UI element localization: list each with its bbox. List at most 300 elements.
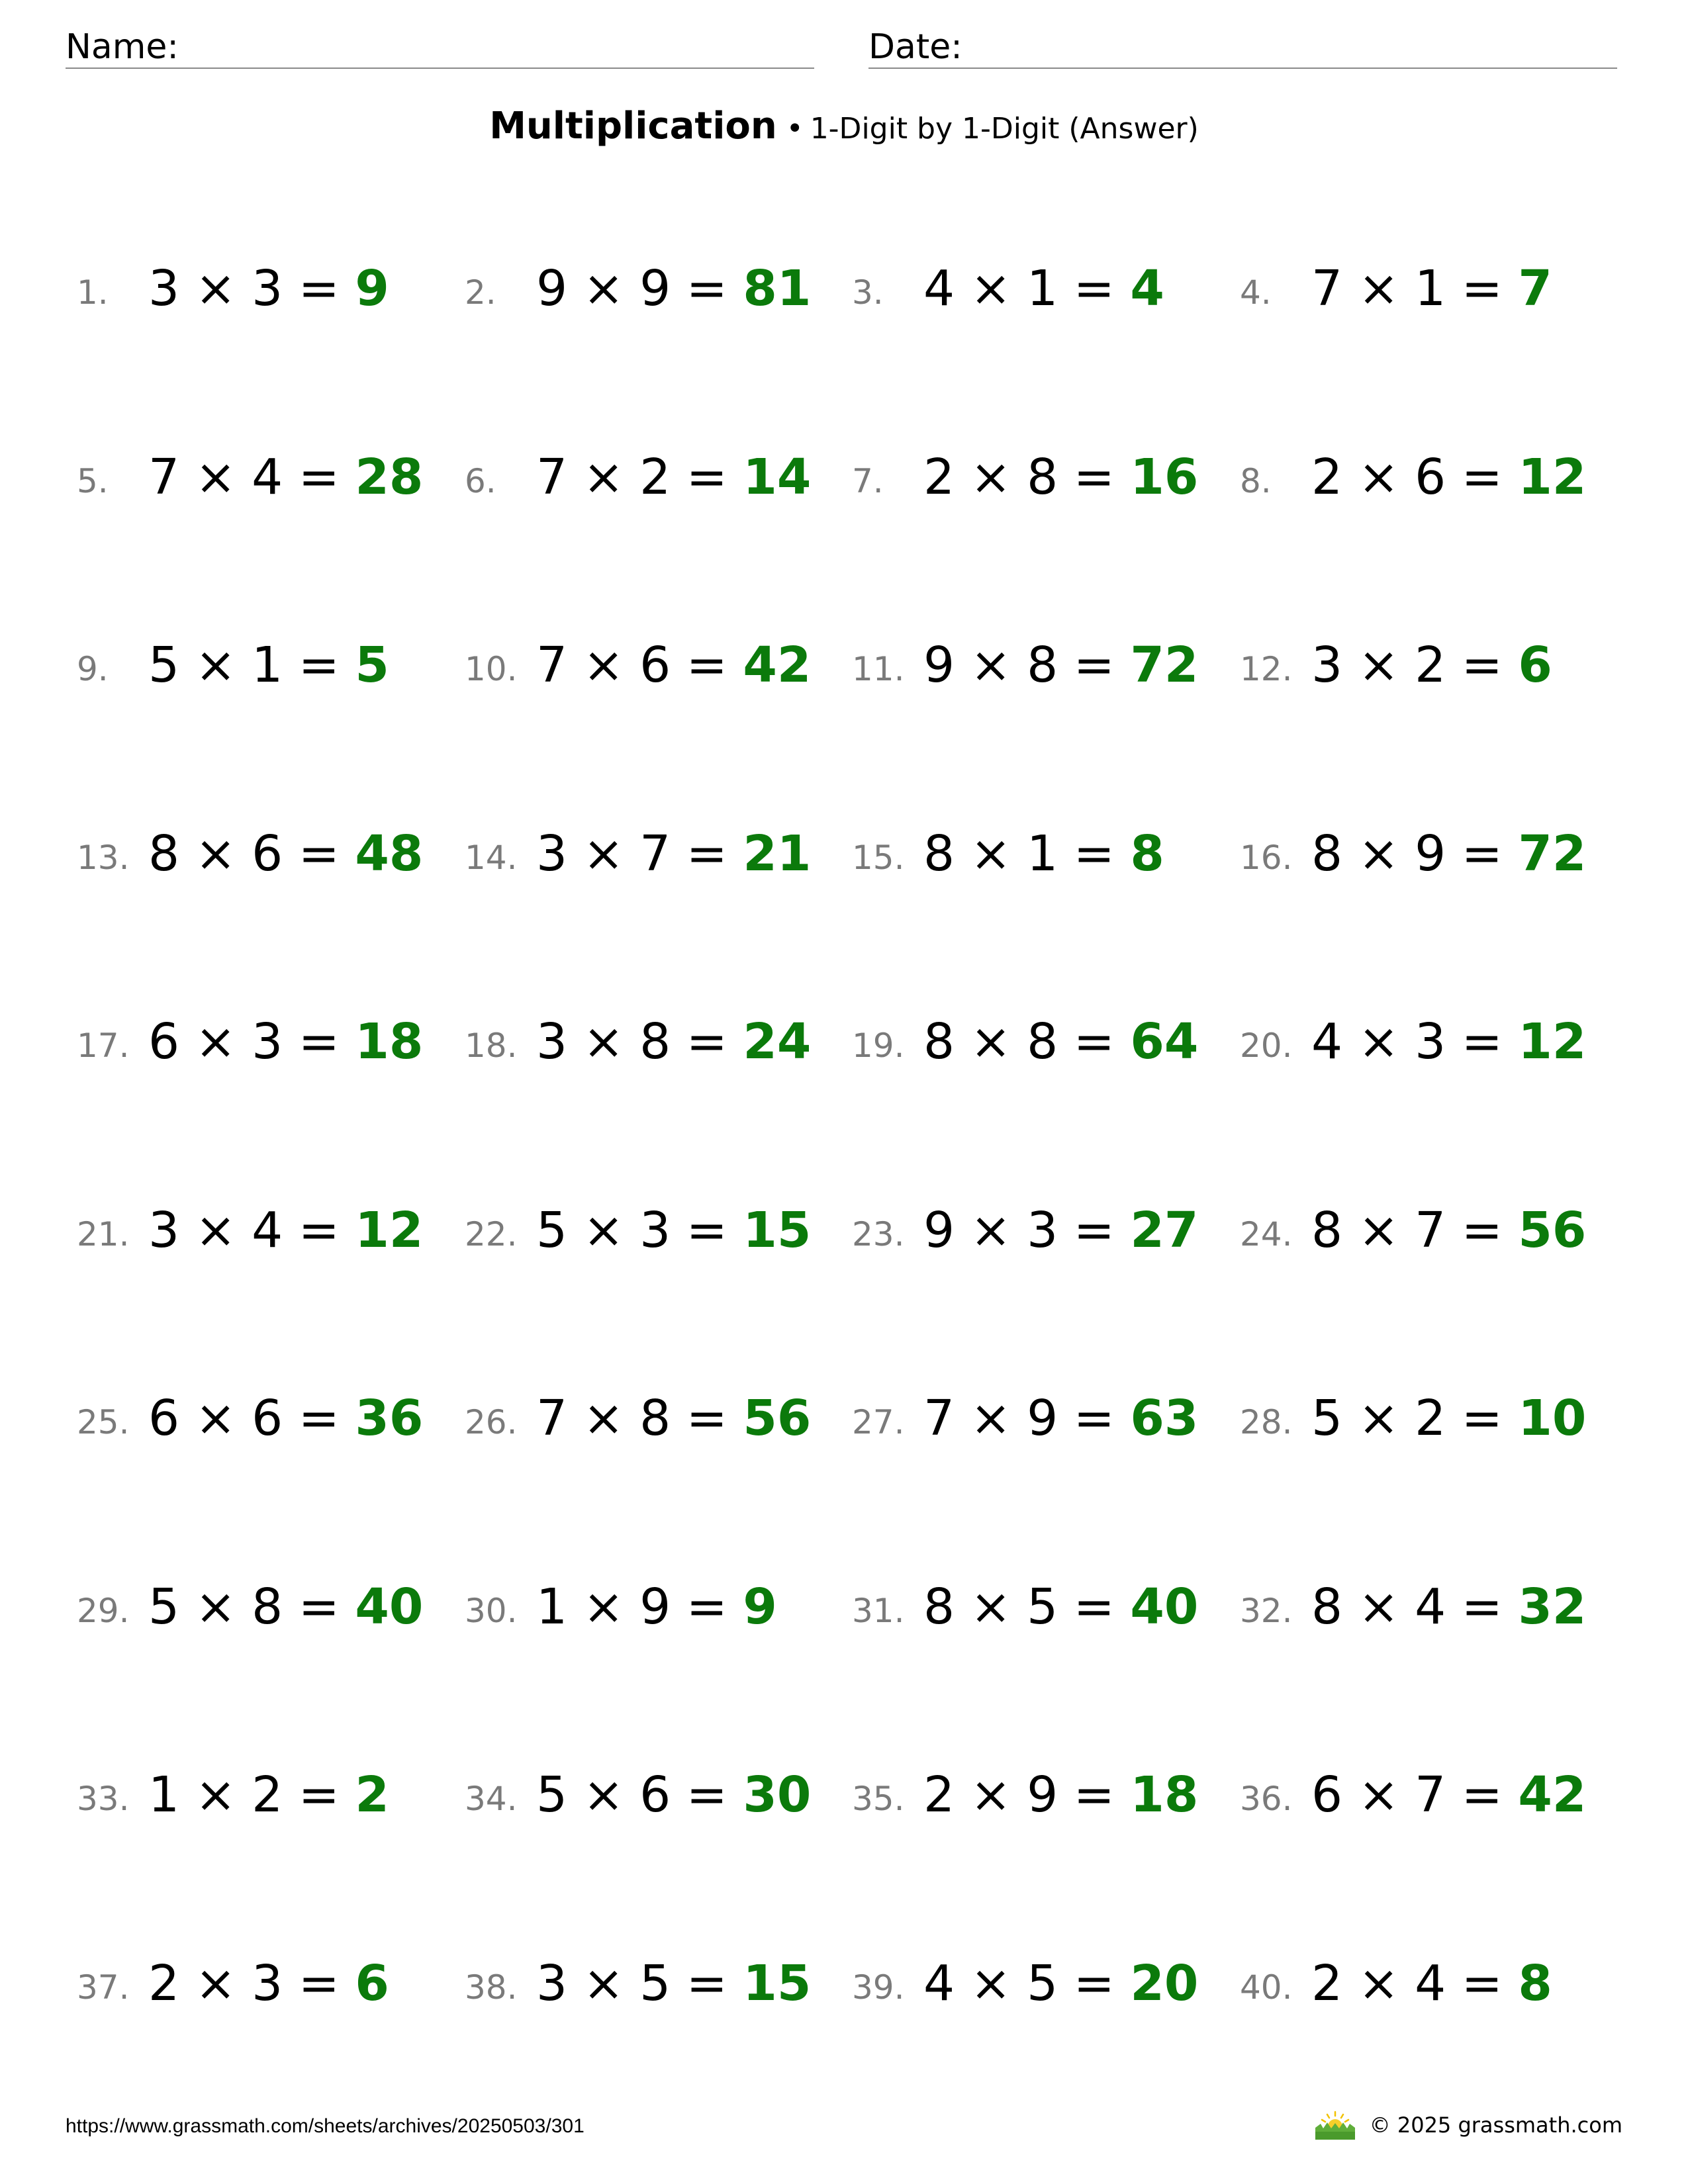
footer-url: https://www.grassmath.com/sheets/archives/20250503/301 bbox=[66, 2115, 585, 2137]
answer: 16 bbox=[1130, 448, 1199, 506]
answer: 72 bbox=[1130, 637, 1199, 694]
times-sign: × bbox=[195, 1013, 236, 1070]
problem-item bbox=[1240, 1580, 1611, 1639]
operand-a: 7 bbox=[1311, 260, 1343, 317]
problem-number: 21. bbox=[77, 1214, 130, 1253]
problem-number: 29. bbox=[77, 1591, 130, 1630]
problem-expression bbox=[923, 1955, 1198, 2012]
operand-b: 2 bbox=[252, 1766, 283, 1823]
operand-a: 4 bbox=[1311, 1013, 1343, 1070]
operand-a: 6 bbox=[148, 1390, 180, 1447]
operand-a: 3 bbox=[148, 260, 180, 317]
operand-a: 2 bbox=[923, 1766, 955, 1823]
problem-number: 38. bbox=[465, 1968, 518, 2007]
answer: 15 bbox=[743, 1954, 812, 2012]
problem-item bbox=[852, 827, 1223, 886]
problem-expression bbox=[1311, 1013, 1586, 1070]
answer: 30 bbox=[743, 1766, 812, 1823]
answer: 6 bbox=[355, 1954, 389, 2012]
operand-b: 1 bbox=[1415, 260, 1446, 317]
operand-a: 3 bbox=[148, 1201, 180, 1259]
problem-expression bbox=[536, 1955, 811, 2012]
problem-expression bbox=[923, 1202, 1198, 1259]
answer: 20 bbox=[1130, 1954, 1199, 2012]
times-sign: × bbox=[1358, 1954, 1399, 2012]
operand-a: 7 bbox=[148, 448, 180, 506]
times-sign: × bbox=[970, 637, 1011, 694]
operand-b: 4 bbox=[252, 1201, 283, 1259]
problem-expression bbox=[536, 1390, 811, 1447]
problem-expression bbox=[536, 449, 811, 506]
answer: 15 bbox=[743, 1201, 812, 1259]
problem-item bbox=[77, 1768, 447, 1827]
operand-b: 7 bbox=[1415, 1201, 1446, 1259]
operand-a: 3 bbox=[536, 825, 568, 882]
equals-sign: = bbox=[1073, 1390, 1115, 1447]
problem-number: 14. bbox=[465, 838, 518, 877]
equals-sign: = bbox=[298, 1013, 340, 1070]
equals-sign: = bbox=[1073, 637, 1115, 694]
times-sign: × bbox=[970, 448, 1011, 506]
equals-sign: = bbox=[298, 637, 340, 694]
problem-item bbox=[852, 1391, 1223, 1451]
times-sign: × bbox=[583, 825, 624, 882]
problem-expression bbox=[148, 1955, 389, 2012]
operand-b: 2 bbox=[639, 448, 671, 506]
operand-b: 6 bbox=[639, 1766, 671, 1823]
operand-b: 8 bbox=[1027, 448, 1058, 506]
answer: 42 bbox=[743, 637, 812, 694]
operand-b: 7 bbox=[639, 825, 671, 882]
problem-expression bbox=[1311, 1390, 1586, 1447]
problem-item bbox=[77, 1203, 447, 1263]
equals-sign: = bbox=[1073, 1766, 1115, 1823]
equals-sign: = bbox=[298, 260, 340, 317]
operand-b: 3 bbox=[1027, 1201, 1058, 1259]
operand-b: 4 bbox=[1415, 1954, 1446, 2012]
problem-item bbox=[852, 1203, 1223, 1263]
operand-a: 8 bbox=[923, 1578, 955, 1635]
problem-item bbox=[1240, 1768, 1611, 1827]
operand-b: 4 bbox=[252, 448, 283, 506]
operand-a: 8 bbox=[923, 825, 955, 882]
problem-item bbox=[465, 1768, 835, 1827]
times-sign: × bbox=[195, 1390, 236, 1447]
answer: 72 bbox=[1518, 825, 1587, 882]
problem-item bbox=[77, 638, 447, 698]
answer: 2 bbox=[355, 1766, 389, 1823]
operand-a: 3 bbox=[1311, 637, 1343, 694]
operand-b: 5 bbox=[1027, 1954, 1058, 2012]
problem-number: 15. bbox=[852, 838, 905, 877]
problem-number: 9. bbox=[77, 650, 109, 688]
equals-sign: = bbox=[298, 1954, 340, 2012]
problem-expression bbox=[148, 637, 389, 694]
operand-a: 2 bbox=[148, 1954, 180, 2012]
problem-expression bbox=[1311, 1955, 1552, 2012]
problem-item bbox=[852, 1768, 1223, 1827]
operand-b: 2 bbox=[1415, 637, 1446, 694]
problem-item bbox=[852, 638, 1223, 698]
times-sign: × bbox=[583, 1013, 624, 1070]
equals-sign: = bbox=[686, 1954, 727, 2012]
answer: 8 bbox=[1518, 1954, 1552, 2012]
footer-copyright: © 2025 grassmath.com bbox=[1369, 2113, 1622, 2138]
operand-b: 7 bbox=[1415, 1766, 1446, 1823]
problem-item bbox=[465, 450, 835, 510]
problem-number: 12. bbox=[1240, 650, 1293, 688]
operand-a: 8 bbox=[1311, 825, 1343, 882]
problem-expression bbox=[536, 1766, 811, 1823]
answer: 28 bbox=[355, 448, 424, 506]
equals-sign: = bbox=[1461, 1766, 1503, 1823]
problem-expression bbox=[1311, 260, 1552, 317]
problem-expression bbox=[148, 1766, 389, 1823]
problem-number: 30. bbox=[465, 1591, 518, 1630]
operand-a: 7 bbox=[923, 1390, 955, 1447]
equals-sign: = bbox=[298, 1766, 340, 1823]
operand-a: 2 bbox=[923, 448, 955, 506]
times-sign: × bbox=[1358, 1578, 1399, 1635]
problem-expression bbox=[923, 637, 1198, 694]
problem-item bbox=[1240, 1391, 1611, 1451]
problem-expression bbox=[923, 825, 1164, 882]
problem-expression bbox=[923, 1578, 1198, 1635]
times-sign: × bbox=[970, 1578, 1011, 1635]
answer: 36 bbox=[355, 1390, 424, 1447]
problem-number: 27. bbox=[852, 1403, 905, 1441]
problem-expression bbox=[536, 637, 811, 694]
problem-item bbox=[77, 450, 447, 510]
answer: 12 bbox=[1518, 448, 1587, 506]
equals-sign: = bbox=[686, 448, 727, 506]
problem-number: 16. bbox=[1240, 838, 1293, 877]
problem-number: 31. bbox=[852, 1591, 905, 1630]
equals-sign: = bbox=[686, 1766, 727, 1823]
problem-item bbox=[1240, 1956, 1611, 2016]
equals-sign: = bbox=[1461, 1954, 1503, 2012]
problem-number: 11. bbox=[852, 650, 905, 688]
equals-sign: = bbox=[686, 1390, 727, 1447]
equals-sign: = bbox=[1073, 1954, 1115, 2012]
equals-sign: = bbox=[1461, 448, 1503, 506]
problem-number: 20. bbox=[1240, 1026, 1293, 1065]
operand-b: 9 bbox=[1027, 1766, 1058, 1823]
problem-number: 28. bbox=[1240, 1403, 1293, 1441]
times-sign: × bbox=[583, 448, 624, 506]
times-sign: × bbox=[970, 1766, 1011, 1823]
problem-expression bbox=[1311, 449, 1586, 506]
problem-item bbox=[465, 261, 835, 321]
operand-a: 9 bbox=[923, 1201, 955, 1259]
problem-number: 33. bbox=[77, 1780, 130, 1818]
equals-sign: = bbox=[1461, 1201, 1503, 1259]
problem-expression bbox=[148, 449, 423, 506]
problem-number: 32. bbox=[1240, 1591, 1293, 1630]
times-sign: × bbox=[1358, 1013, 1399, 1070]
times-sign: × bbox=[583, 637, 624, 694]
equals-sign: = bbox=[1461, 825, 1503, 882]
title-bullet: • bbox=[786, 112, 804, 146]
operand-a: 7 bbox=[536, 1390, 568, 1447]
equals-sign: = bbox=[298, 448, 340, 506]
operand-a: 8 bbox=[1311, 1201, 1343, 1259]
operand-b: 8 bbox=[252, 1578, 283, 1635]
problem-item bbox=[852, 1580, 1223, 1639]
operand-b: 6 bbox=[1415, 448, 1446, 506]
times-sign: × bbox=[1358, 448, 1399, 506]
times-sign: × bbox=[970, 1013, 1011, 1070]
operand-a: 7 bbox=[536, 448, 568, 506]
operand-a: 5 bbox=[536, 1766, 568, 1823]
times-sign: × bbox=[1358, 825, 1399, 882]
equals-sign: = bbox=[1073, 1013, 1115, 1070]
answer: 18 bbox=[355, 1013, 424, 1070]
times-sign: × bbox=[1358, 637, 1399, 694]
problem-expression bbox=[536, 260, 811, 317]
operand-b: 3 bbox=[252, 1954, 283, 2012]
operand-a: 5 bbox=[148, 1578, 180, 1635]
answer: 5 bbox=[355, 637, 389, 694]
operand-b: 6 bbox=[252, 1390, 283, 1447]
equals-sign: = bbox=[1073, 825, 1115, 882]
times-sign: × bbox=[1358, 260, 1399, 317]
operand-b: 9 bbox=[1027, 1390, 1058, 1447]
answer: 21 bbox=[743, 825, 812, 882]
grass-sun-logo-icon bbox=[1314, 2111, 1356, 2140]
title-main: Multiplication bbox=[489, 105, 777, 148]
times-sign: × bbox=[970, 1201, 1011, 1259]
operand-b: 1 bbox=[1027, 260, 1058, 317]
date-label: Date: bbox=[868, 27, 962, 67]
answer: 40 bbox=[1130, 1578, 1199, 1635]
operand-b: 6 bbox=[252, 825, 283, 882]
times-sign: × bbox=[583, 260, 624, 317]
operand-b: 1 bbox=[1027, 825, 1058, 882]
problem-item bbox=[465, 1580, 835, 1639]
operand-b: 6 bbox=[639, 637, 671, 694]
times-sign: × bbox=[195, 260, 236, 317]
operand-a: 6 bbox=[1311, 1766, 1343, 1823]
problem-number: 24. bbox=[1240, 1214, 1293, 1253]
problem-item bbox=[465, 1956, 835, 2016]
operand-b: 9 bbox=[1415, 825, 1446, 882]
problem-expression bbox=[148, 1390, 423, 1447]
answer: 9 bbox=[743, 1578, 777, 1635]
problem-number: 6. bbox=[465, 461, 496, 500]
problem-number: 39. bbox=[852, 1968, 905, 2007]
operand-b: 8 bbox=[1027, 1013, 1058, 1070]
times-sign: × bbox=[583, 1390, 624, 1447]
equals-sign: = bbox=[686, 1578, 727, 1635]
problem-item bbox=[465, 827, 835, 886]
operand-a: 3 bbox=[536, 1954, 568, 2012]
equals-sign: = bbox=[686, 637, 727, 694]
problem-item bbox=[465, 638, 835, 698]
operand-b: 5 bbox=[1027, 1578, 1058, 1635]
problem-item bbox=[852, 1956, 1223, 2016]
equals-sign: = bbox=[1461, 1578, 1503, 1635]
operand-a: 8 bbox=[1311, 1578, 1343, 1635]
operand-a: 4 bbox=[923, 1954, 955, 2012]
problem-expression bbox=[148, 825, 423, 882]
answer: 7 bbox=[1518, 260, 1552, 317]
times-sign: × bbox=[970, 1954, 1011, 2012]
problem-item bbox=[1240, 1203, 1611, 1263]
operand-a: 6 bbox=[148, 1013, 180, 1070]
equals-sign: = bbox=[298, 825, 340, 882]
operand-b: 3 bbox=[252, 1013, 283, 1070]
equals-sign: = bbox=[1461, 637, 1503, 694]
operand-b: 1 bbox=[252, 637, 283, 694]
times-sign: × bbox=[970, 260, 1011, 317]
equals-sign: = bbox=[298, 1578, 340, 1635]
equals-sign: = bbox=[1073, 260, 1115, 317]
answer: 56 bbox=[743, 1390, 812, 1447]
problem-item bbox=[465, 1015, 835, 1074]
problem-expression bbox=[1311, 1766, 1586, 1823]
operand-b: 9 bbox=[639, 260, 671, 317]
answer: 8 bbox=[1130, 825, 1164, 882]
operand-a: 5 bbox=[148, 637, 180, 694]
operand-b: 3 bbox=[639, 1201, 671, 1259]
problem-expression bbox=[536, 1013, 811, 1070]
problem-item bbox=[1240, 827, 1611, 886]
name-label: Name: bbox=[66, 27, 179, 67]
equals-sign: = bbox=[1073, 448, 1115, 506]
times-sign: × bbox=[583, 1954, 624, 2012]
operand-b: 3 bbox=[1415, 1013, 1446, 1070]
equals-sign: = bbox=[298, 1201, 340, 1259]
times-sign: × bbox=[195, 1201, 236, 1259]
title-subtitle: 1-Digit by 1-Digit (Answer) bbox=[810, 112, 1199, 146]
operand-a: 1 bbox=[536, 1578, 568, 1635]
problem-number: 34. bbox=[465, 1780, 518, 1818]
equals-sign: = bbox=[1073, 1578, 1115, 1635]
equals-sign: = bbox=[686, 260, 727, 317]
equals-sign: = bbox=[686, 825, 727, 882]
problem-number: 37. bbox=[77, 1968, 130, 2007]
problem-number: 17. bbox=[77, 1026, 130, 1065]
answer: 9 bbox=[355, 260, 389, 317]
answer: 12 bbox=[355, 1201, 424, 1259]
answer: 24 bbox=[743, 1013, 812, 1070]
problem-number: 4. bbox=[1240, 273, 1272, 312]
times-sign: × bbox=[195, 637, 236, 694]
operand-b: 4 bbox=[1415, 1578, 1446, 1635]
problem-expression bbox=[1311, 1578, 1586, 1635]
footer-brand bbox=[1314, 2109, 1622, 2142]
problem-number: 35. bbox=[852, 1780, 905, 1818]
problem-item bbox=[852, 1015, 1223, 1074]
problem-number: 19. bbox=[852, 1026, 905, 1065]
problem-expression bbox=[148, 260, 389, 317]
equals-sign: = bbox=[1461, 260, 1503, 317]
problem-number: 2. bbox=[465, 273, 496, 312]
problem-item bbox=[77, 1956, 447, 2016]
times-sign: × bbox=[970, 825, 1011, 882]
times-sign: × bbox=[583, 1766, 624, 1823]
operand-a: 3 bbox=[536, 1013, 568, 1070]
operand-b: 5 bbox=[639, 1954, 671, 2012]
problem-expression bbox=[536, 1578, 777, 1635]
problem-expression bbox=[923, 449, 1198, 506]
problem-item bbox=[1240, 638, 1611, 698]
problem-expression bbox=[1311, 637, 1552, 694]
problem-number: 25. bbox=[77, 1403, 130, 1441]
problem-item bbox=[77, 1391, 447, 1451]
problem-item bbox=[77, 827, 447, 886]
problem-item bbox=[77, 261, 447, 321]
operand-a: 2 bbox=[1311, 1954, 1343, 2012]
times-sign: × bbox=[583, 1201, 624, 1259]
problem-expression bbox=[923, 1013, 1198, 1070]
problem-expression bbox=[923, 1390, 1198, 1447]
problem-item bbox=[852, 261, 1223, 321]
operand-a: 5 bbox=[1311, 1390, 1343, 1447]
answer: 81 bbox=[743, 260, 812, 317]
problem-number: 36. bbox=[1240, 1780, 1293, 1818]
problem-item bbox=[1240, 450, 1611, 510]
problem-number: 18. bbox=[465, 1026, 518, 1065]
operand-a: 8 bbox=[148, 825, 180, 882]
answer: 48 bbox=[355, 825, 424, 882]
problem-item bbox=[77, 1580, 447, 1639]
equals-sign: = bbox=[1461, 1013, 1503, 1070]
problem-number: 26. bbox=[465, 1403, 518, 1441]
operand-a: 9 bbox=[923, 637, 955, 694]
problem-item bbox=[77, 1015, 447, 1074]
problem-expression bbox=[148, 1202, 423, 1259]
operand-b: 8 bbox=[639, 1390, 671, 1447]
times-sign: × bbox=[1358, 1201, 1399, 1259]
problem-expression bbox=[148, 1578, 423, 1635]
answer: 56 bbox=[1518, 1201, 1587, 1259]
problem-expression bbox=[536, 825, 811, 882]
problem-item bbox=[1240, 1015, 1611, 1074]
times-sign: × bbox=[195, 825, 236, 882]
answer: 6 bbox=[1518, 637, 1552, 694]
problem-expression bbox=[536, 1202, 811, 1259]
operand-a: 2 bbox=[1311, 448, 1343, 506]
problem-expression bbox=[923, 260, 1164, 317]
operand-b: 9 bbox=[639, 1578, 671, 1635]
answer: 40 bbox=[355, 1578, 424, 1635]
answer: 14 bbox=[743, 448, 812, 506]
operand-a: 7 bbox=[536, 637, 568, 694]
times-sign: × bbox=[1358, 1766, 1399, 1823]
times-sign: × bbox=[583, 1578, 624, 1635]
equals-sign: = bbox=[1073, 1201, 1115, 1259]
problem-number: 22. bbox=[465, 1214, 518, 1253]
answer: 64 bbox=[1130, 1013, 1199, 1070]
times-sign: × bbox=[195, 1578, 236, 1635]
problem-expression bbox=[1311, 825, 1586, 882]
operand-a: 8 bbox=[923, 1013, 955, 1070]
answer: 18 bbox=[1130, 1766, 1199, 1823]
problem-number: 13. bbox=[77, 838, 130, 877]
answer: 27 bbox=[1130, 1201, 1199, 1259]
problem-expression bbox=[923, 1766, 1198, 1823]
problem-number: 8. bbox=[1240, 461, 1272, 500]
answer: 32 bbox=[1518, 1578, 1587, 1635]
times-sign: × bbox=[195, 1766, 236, 1823]
problem-number: 10. bbox=[465, 650, 518, 688]
problem-item bbox=[465, 1203, 835, 1263]
times-sign: × bbox=[195, 448, 236, 506]
problem-item bbox=[852, 450, 1223, 510]
problem-number: 1. bbox=[77, 273, 109, 312]
